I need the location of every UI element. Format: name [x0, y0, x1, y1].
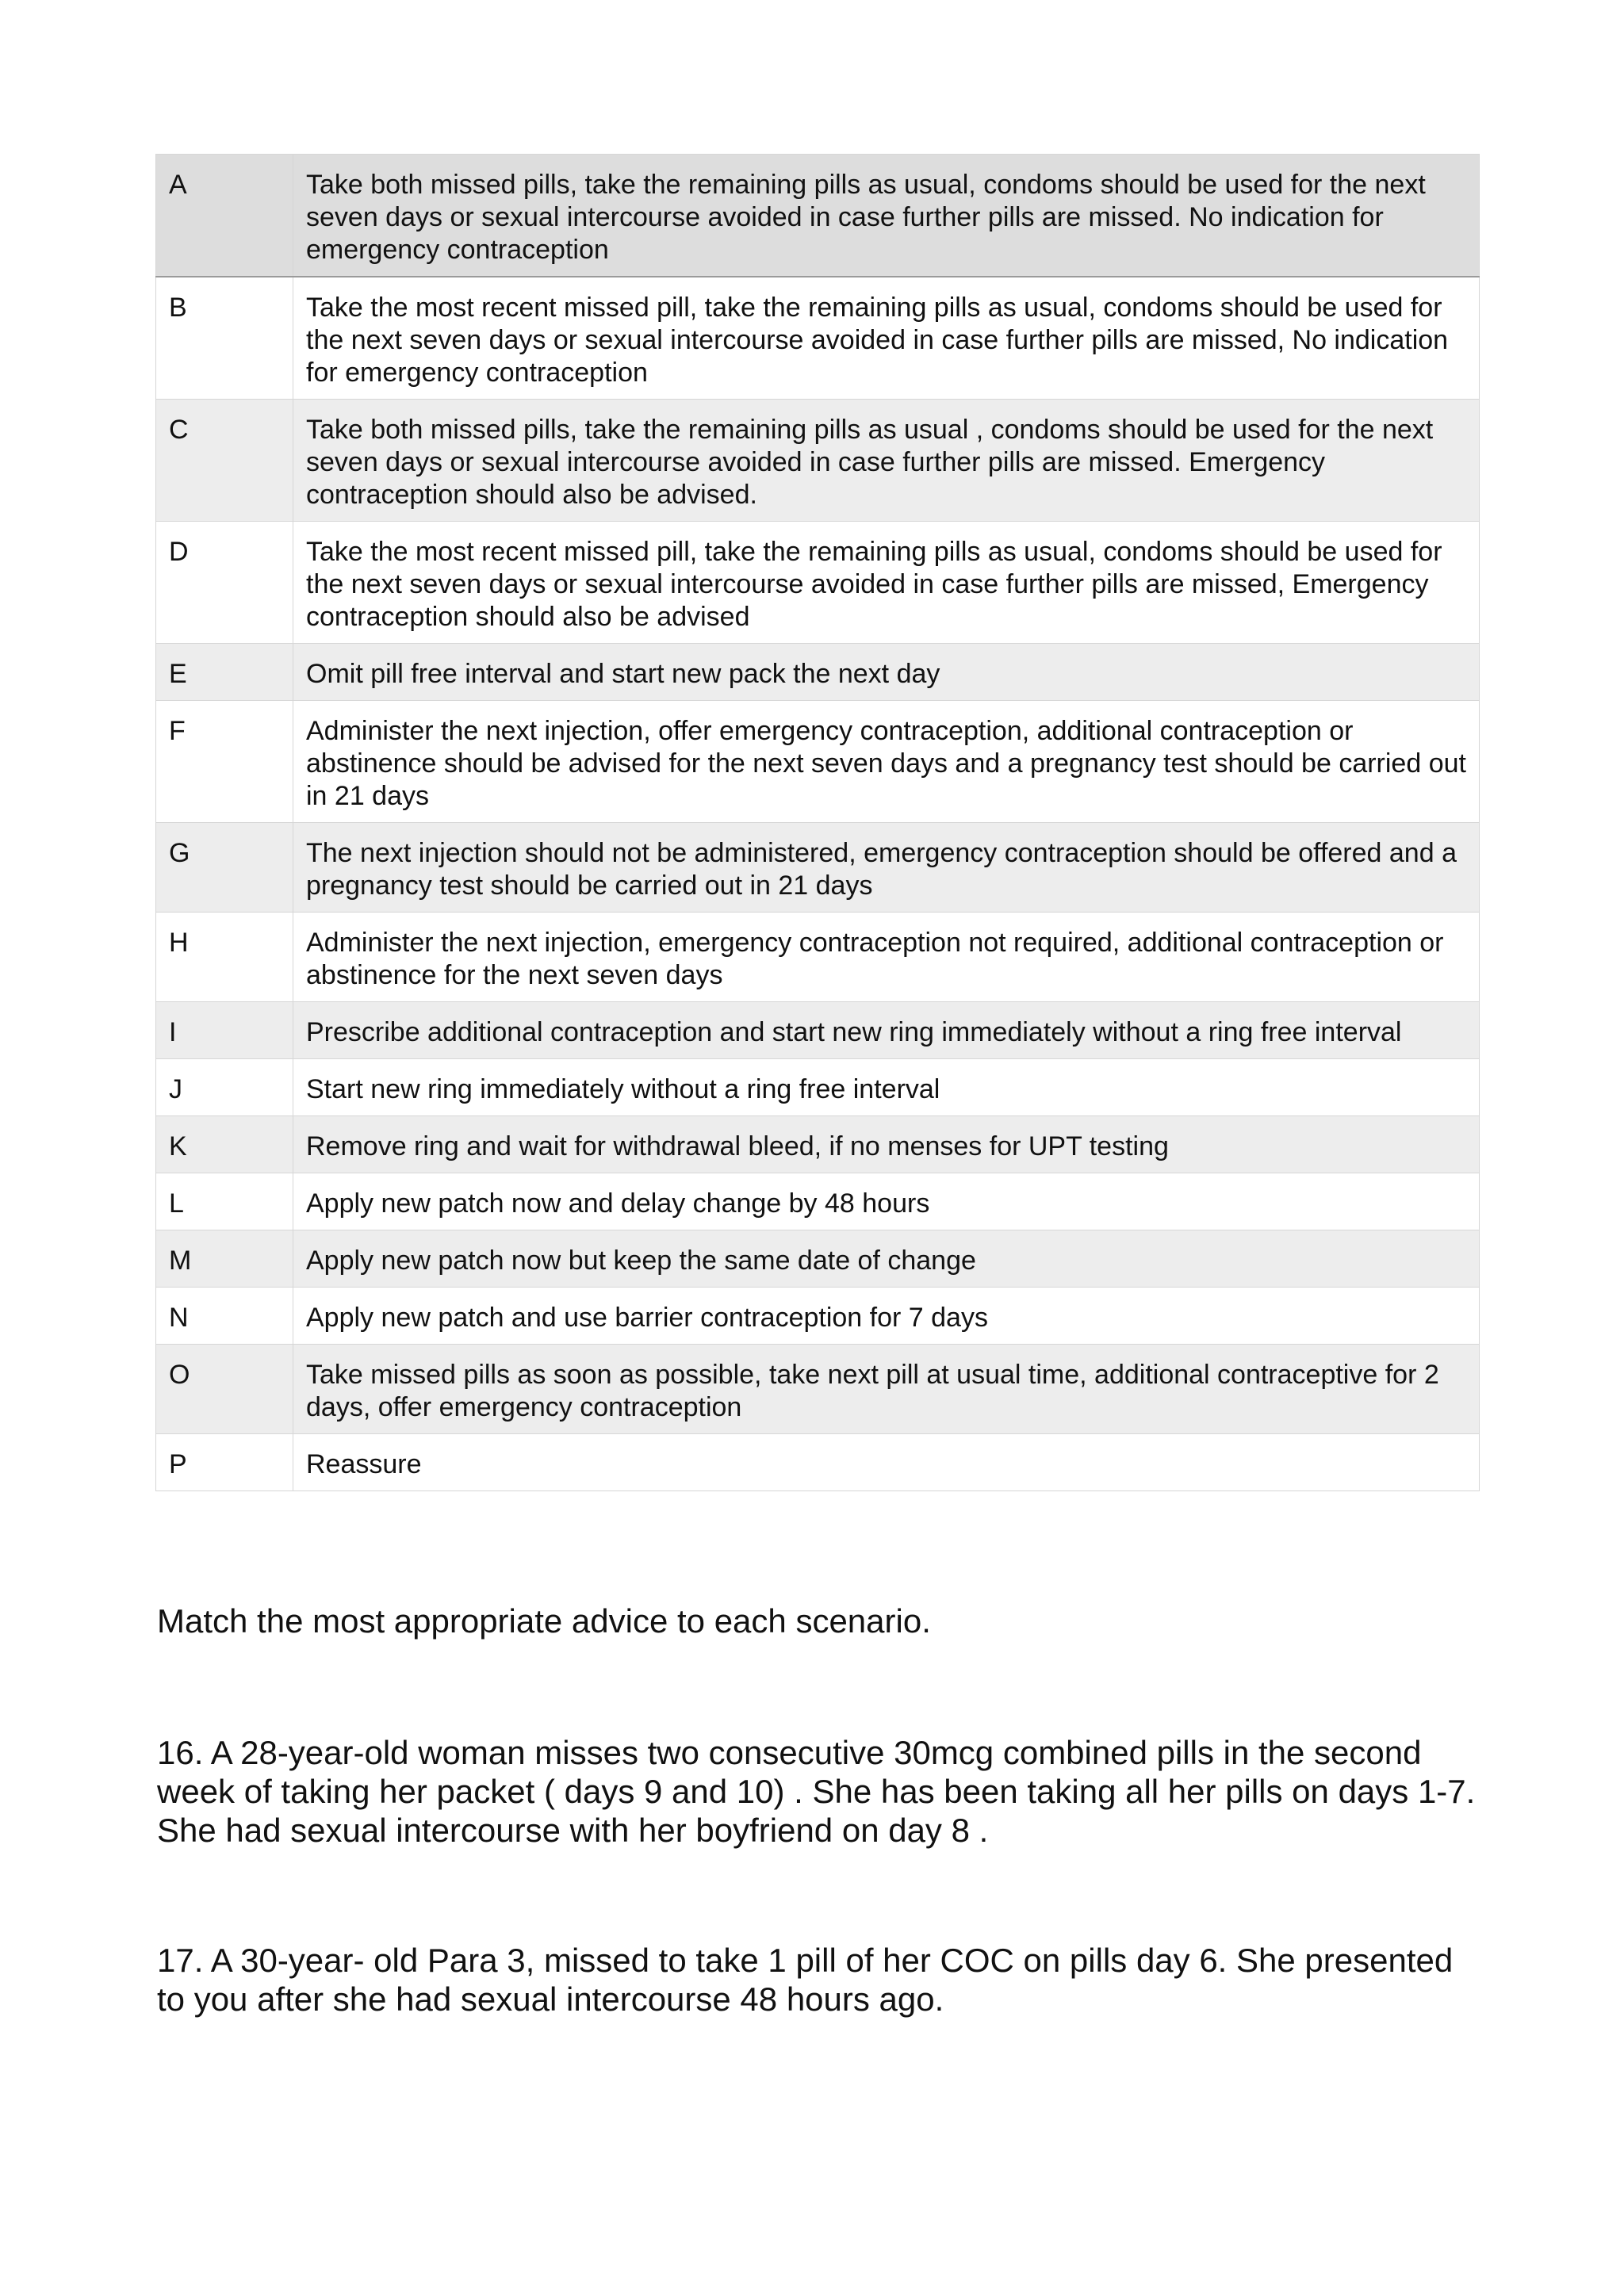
- instruction-text: Match the most appropriate advice to each scenario.: [157, 1602, 931, 1640]
- option-text: Take missed pills as soon as possible, take next pill at usual time, additional contraceptive for 2 days, offer emergency contraception: [293, 1345, 1480, 1434]
- option-text: Take the most recent missed pill, take the remaining pills as usual, condoms should be used for the next seven days or sexual intercourse avoided in case further pills are missed, Emergency contraception should also be advised: [293, 522, 1480, 644]
- option-row-j: [156, 1059, 1480, 1116]
- option-row-p: [156, 1434, 1480, 1491]
- option-letter: O: [156, 1345, 293, 1434]
- option-letter: P: [156, 1434, 293, 1491]
- question-16: 16. A 28-year-old woman misses two consecutive 30mcg combined pills in the second week of taking her packet ( days 9 and 10) . She has been taking all her pills on days 1-7. She had sexual intercourse with her boyfriend on day 8 .: [157, 1734, 1476, 1849]
- option-text: Take both missed pills, take the remaining pills as usual , condoms should be used for the next seven days or sexual intercourse avoided in case further pills are missed. Emergency contraception should also be advised.: [293, 400, 1480, 522]
- option-text: Start new ring immediately without a ring free interval: [293, 1059, 1480, 1116]
- option-row-a: [156, 155, 1480, 277]
- option-row-c: [156, 400, 1480, 522]
- option-letter: C: [156, 400, 293, 522]
- option-row-f: [156, 701, 1480, 823]
- option-letter: G: [156, 823, 293, 913]
- option-row-n: [156, 1288, 1480, 1345]
- option-row-o: [156, 1345, 1480, 1434]
- option-letter: M: [156, 1230, 293, 1288]
- option-text: Remove ring and wait for withdrawal bleed, if no menses for UPT testing: [293, 1116, 1480, 1173]
- option-text: Apply new patch now but keep the same date of change: [293, 1230, 1480, 1288]
- option-row-g: [156, 823, 1480, 913]
- option-letter: J: [156, 1059, 293, 1116]
- option-text: Apply new patch now and delay change by 48 hours: [293, 1173, 1480, 1230]
- option-letter: H: [156, 913, 293, 1002]
- option-row-m: [156, 1230, 1480, 1288]
- option-letter: F: [156, 701, 293, 823]
- option-row-h: [156, 913, 1480, 1002]
- option-letter: A: [156, 155, 293, 277]
- option-text: Take both missed pills, take the remaining pills as usual, condoms should be used for the next seven days or sexual intercourse avoided in case further pills are missed. No indication for emergency contraception: [293, 155, 1480, 277]
- option-row-d: [156, 522, 1480, 644]
- option-text: The next injection should not be administered, emergency contraception should be offered and a pregnancy test should be carried out in 21 days: [293, 823, 1480, 913]
- option-letter: L: [156, 1173, 293, 1230]
- option-row-e: [156, 644, 1480, 701]
- option-text: Prescribe additional contraception and start new ring immediately without a ring free interval: [293, 1002, 1480, 1059]
- option-text: Administer the next injection, offer emergency contraception, additional contraception or abstinence should be advised for the next seven days and a pregnancy test should be carried out in 21 days: [293, 701, 1480, 823]
- option-row-k: [156, 1116, 1480, 1173]
- option-letter: I: [156, 1002, 293, 1059]
- options-table: [155, 154, 1480, 1491]
- option-letter: D: [156, 522, 293, 644]
- question-17: 17. A 30-year- old Para 3, missed to take 1 pill of her COC on pills day 6. She presented to you after she had sexual intercourse 48 hours ago.: [157, 1942, 1454, 2018]
- option-text: Omit pill free interval and start new pack the next day: [293, 644, 1480, 701]
- option-text: Administer the next injection, emergency contraception not required, additional contraception or abstinence for the next seven days: [293, 913, 1480, 1002]
- option-letter: B: [156, 277, 293, 400]
- option-row-l: [156, 1173, 1480, 1230]
- option-text: Take the most recent missed pill, take the remaining pills as usual, condoms should be used for the next seven days or sexual intercourse avoided in case further pills are missed, No indication for emergency contraception: [293, 277, 1480, 400]
- option-text: Apply new patch and use barrier contraception for 7 days: [293, 1288, 1480, 1345]
- option-row-i: [156, 1002, 1480, 1059]
- option-letter: N: [156, 1288, 293, 1345]
- option-letter: K: [156, 1116, 293, 1173]
- option-letter: E: [156, 644, 293, 701]
- option-row-b: [156, 277, 1480, 400]
- option-text: Reassure: [293, 1434, 1480, 1491]
